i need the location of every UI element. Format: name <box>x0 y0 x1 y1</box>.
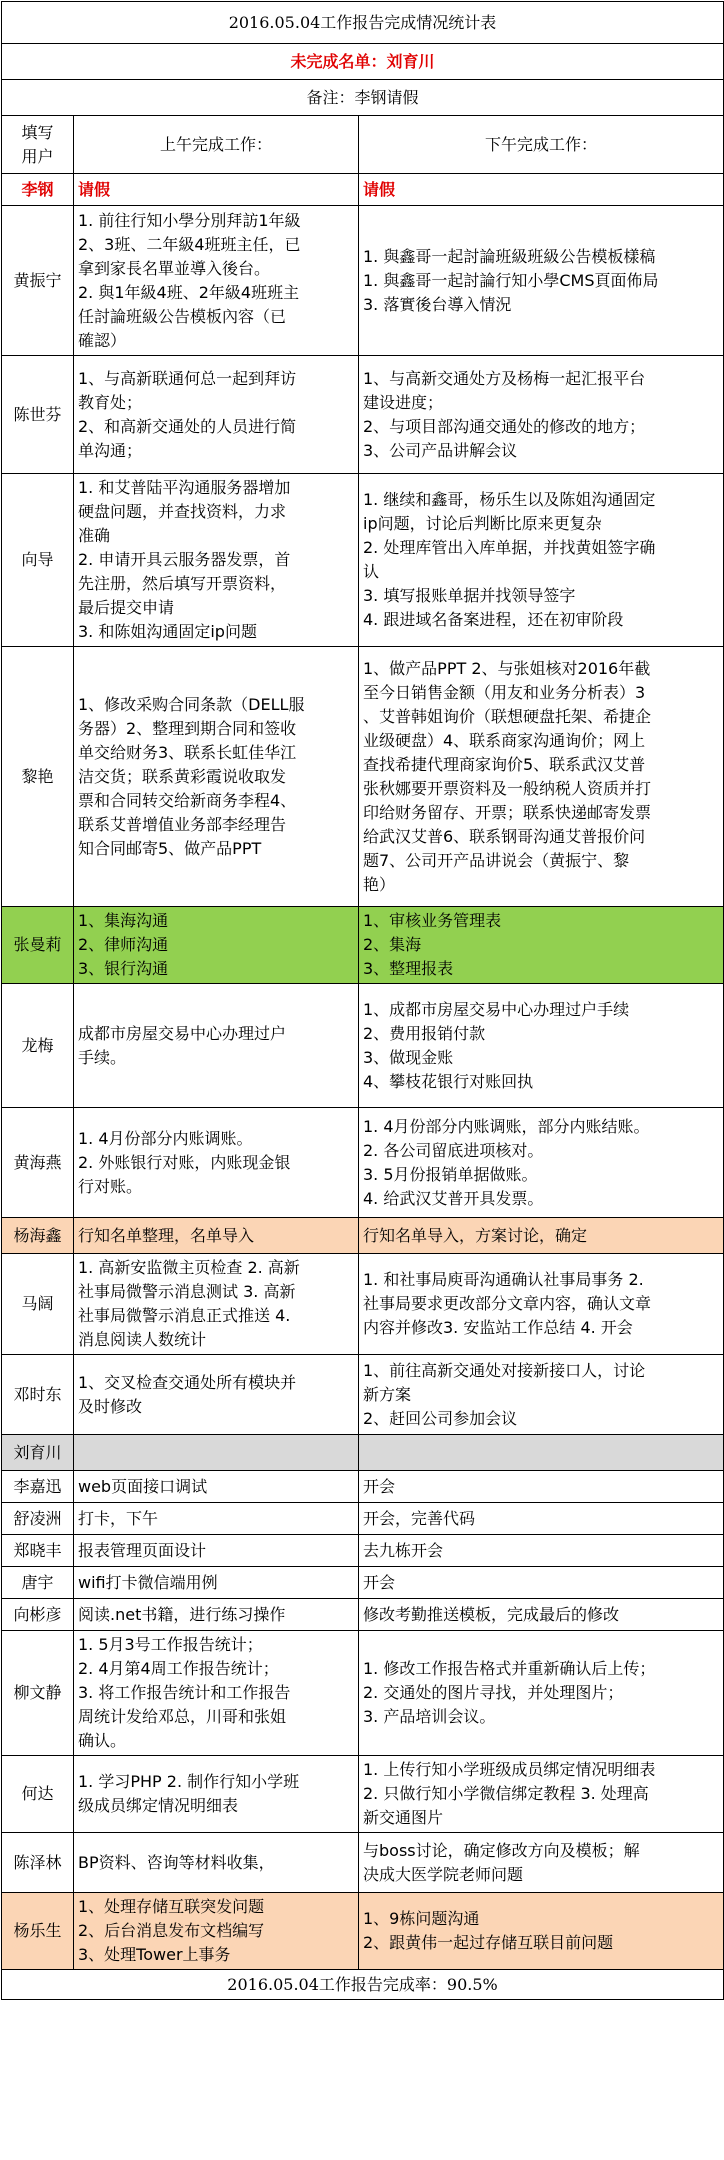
user-name: 李钢 <box>2 174 74 206</box>
work-line: 成都市房屋交易中心办理过户 <box>78 1023 287 1043</box>
work-line: 请假 <box>78 179 111 199</box>
work-line: 2、律师沟通 <box>78 935 169 954</box>
table-row <box>2 907 724 984</box>
afternoon-work <box>359 1435 724 1471</box>
table-row <box>2 1756 724 1833</box>
work-line: 查找希捷代理商家询价5、联系武汉艾普 <box>363 754 646 774</box>
user-name: 黄振宁 <box>2 206 74 356</box>
table-row <box>2 984 724 1108</box>
work-line: 4、攀枝花银行对账回执 <box>363 1071 534 1091</box>
work-line: 2、和高新交通处的人员进行简 <box>78 416 297 436</box>
work-line: 2. 处理库管出入库单据，并找黄姐签字确 <box>363 538 656 557</box>
work-line: 1、交叉检查交通处所有模块并 <box>78 1372 297 1392</box>
work-line: 先注册，然后填写开票资料， <box>78 574 287 593</box>
table-row <box>2 474 724 647</box>
afternoon-work <box>359 1108 724 1218</box>
work-line: 1、审核业务管理表 <box>363 911 502 930</box>
header-name <box>2 116 74 174</box>
work-line: 2. 與1年級4班、2年級4班班主 <box>78 282 300 302</box>
work-line: 1. 與鑫哥一起討論班級班級公告模板樣稿 <box>363 246 656 266</box>
morning-work <box>74 474 359 647</box>
work-line: 2. 只做行知小学微信绑定教程 3. 处理高 <box>363 1784 649 1803</box>
morning-work <box>74 356 359 474</box>
work-line: 认 <box>363 562 380 581</box>
morning-work <box>74 1503 359 1535</box>
work-line: 1. 学习PHP 2. 制作行知小学班 <box>78 1772 300 1791</box>
user-name: 向彬彦 <box>2 1599 74 1631</box>
work-line: 3. 填写报账单据并找领导签字 <box>363 586 576 605</box>
table-row <box>2 174 724 206</box>
table-row <box>2 356 724 474</box>
user-name: 何达 <box>2 1756 74 1833</box>
work-line: 1. 與鑫哥一起討論行知小學CMS頁面佈局 <box>363 270 659 290</box>
completion-rate: 2016.05.04工作报告完成率：90.5% <box>2 1970 724 2000</box>
work-line: wifi打卡微信端用例 <box>78 1572 218 1592</box>
table-row <box>2 647 724 907</box>
work-line: 3. 和陈姐沟通固定ip问题 <box>78 622 257 641</box>
afternoon-work <box>359 647 724 907</box>
work-line: 给武汉艾普6、联系钢哥沟通艾普报价问 <box>363 826 646 846</box>
user-name: 唐宇 <box>2 1567 74 1599</box>
morning-work <box>74 1833 359 1893</box>
table-row <box>2 1567 724 1599</box>
work-line: 行对账。 <box>78 1176 143 1196</box>
table-row <box>2 1503 724 1535</box>
work-line: 硬盘问题，并查找资料，力求 <box>78 502 287 521</box>
work-line: 打卡，下午 <box>78 1508 159 1528</box>
morning-work <box>74 1218 359 1254</box>
header-am: 上午完成工作： <box>74 116 359 174</box>
work-line: 题7、公司开产品讲说会（黄振宁、黎 <box>363 850 630 870</box>
work-line: 确认。 <box>78 1731 127 1750</box>
table-row <box>2 1599 724 1631</box>
work-line: 3. 5月份报销单据做账。 <box>363 1164 538 1184</box>
afternoon-work <box>359 907 724 984</box>
work-line: 3、处理Tower上事务 <box>78 1945 231 1964</box>
user-name: 向导 <box>2 474 74 647</box>
work-line: 新方案 <box>363 1384 412 1404</box>
work-line: 教育处； <box>78 392 143 412</box>
work-line: 1、集海沟通 <box>78 911 169 930</box>
work-line: 开会，完善代码 <box>363 1508 476 1528</box>
morning-work <box>74 1254 359 1355</box>
work-line: 2、集海 <box>363 935 422 954</box>
afternoon-work <box>359 1567 724 1599</box>
work-line: 3. 将工作报告统计和工作报告 <box>78 1683 291 1702</box>
work-line: 1、与高新交通处方及杨梅一起汇报平台 <box>363 368 646 388</box>
user-name: 李嘉迅 <box>2 1471 74 1503</box>
afternoon-work <box>359 1535 724 1567</box>
morning-work <box>74 1471 359 1503</box>
table-row <box>2 1631 724 1756</box>
work-line: 洁交货；联系黄彩霞说收取发 <box>78 766 287 786</box>
afternoon-work <box>359 1833 724 1893</box>
afternoon-work <box>359 1471 724 1503</box>
work-line: 1、做产品PPT 2、与张姐核对2016年截 <box>363 658 651 678</box>
work-line: 2、跟黄伟一起过存储互联目前问题 <box>363 1933 614 1952</box>
work-line: 及时修改 <box>78 1396 143 1416</box>
work-line: 社事局微警示消息正式推送 4. <box>78 1306 291 1325</box>
user-name: 郑晓丰 <box>2 1535 74 1567</box>
work-line: 1. 和艾普陆平沟通服务器增加 <box>78 478 291 497</box>
work-line: 3. 产品培训会议。 <box>363 1707 496 1726</box>
morning-work <box>74 907 359 984</box>
work-line: 2. 各公司留底进项核对。 <box>363 1140 544 1160</box>
work-line: 请假 <box>363 179 396 199</box>
work-line: 1、成都市房屋交易中心办理过户手续 <box>363 999 630 1019</box>
user-name: 邓时东 <box>2 1355 74 1435</box>
work-line: 行知名单整理，名单导入 <box>78 1225 255 1245</box>
work-line: 1、修改采购合同条款（DELL服 <box>78 694 305 714</box>
work-line: 消息阅读人数统计 <box>78 1330 207 1349</box>
work-line: 3. 落實後台導入情況 <box>363 294 512 314</box>
work-line: 1. 高新安监微主页检查 2. 高新 <box>78 1258 300 1277</box>
work-line: 、艾普韩姐询价（联想硬盘托架、希捷企 <box>363 706 652 726</box>
work-line: 2、与项目部沟通交通处的修改的地方； <box>363 416 646 436</box>
work-line: 任討論班級公告模板內容（已 <box>78 306 287 326</box>
work-line: 2. 外账银行对账，内账现金银 <box>78 1152 291 1172</box>
work-line: 联系艾普增值业务部李经理告 <box>78 814 287 834</box>
work-line: 1. 和社事局庾哥沟通确认社事局事务 2. <box>363 1270 644 1289</box>
work-line: 知合同邮寄5、做产品PPT <box>78 838 262 858</box>
work-line: 级成员绑定情况明细表 <box>78 1796 239 1815</box>
work-line: ip问题，讨论后判断比原来更复杂 <box>363 514 602 533</box>
work-line: 与boss讨论，确定修改方向及模板；解 <box>363 1840 640 1860</box>
morning-work <box>74 206 359 356</box>
morning-work <box>74 1599 359 1631</box>
table-row <box>2 1471 724 1503</box>
user-name: 马阔 <box>2 1254 74 1355</box>
afternoon-work <box>359 1893 724 1970</box>
afternoon-work <box>359 474 724 647</box>
user-name: 张曼莉 <box>2 907 74 984</box>
work-line: 1. 4月份部分内账调账，部分内账结账。 <box>363 1116 650 1136</box>
morning-work <box>74 1567 359 1599</box>
table-row <box>2 1833 724 1893</box>
afternoon-work <box>359 1218 724 1254</box>
work-line: 阅读.net书籍，进行练习操作 <box>78 1604 286 1624</box>
user-name: 柳文静 <box>2 1631 74 1756</box>
table-row <box>2 1218 724 1254</box>
work-line: 3、银行沟通 <box>78 959 169 978</box>
user-name: 黄海燕 <box>2 1108 74 1218</box>
work-line: 修改考勤推送模板，完成最后的修改 <box>363 1604 620 1624</box>
morning-work <box>74 1631 359 1756</box>
work-line: 建设进度； <box>363 392 444 412</box>
work-line: 单交给财务3、联系长虹佳华江 <box>78 742 297 762</box>
work-line: 2、费用报销付款 <box>363 1023 486 1043</box>
work-line: 社事局要求更改部分文章内容，确认文章 <box>363 1294 652 1313</box>
afternoon-work <box>359 1631 724 1756</box>
afternoon-work <box>359 1756 724 1833</box>
morning-work <box>74 1893 359 1970</box>
work-line: web页面接口调试 <box>78 1476 208 1496</box>
header-row <box>2 116 724 174</box>
work-line: 最后提交申请 <box>78 598 175 617</box>
work-line: 新交通图片 <box>363 1808 444 1827</box>
morning-work <box>74 1108 359 1218</box>
work-line: 1、处理存储互联突发问题 <box>78 1897 265 1916</box>
afternoon-work <box>359 174 724 206</box>
work-line: 张秋娜要开票资料及一般纳税人资质并打 <box>363 778 652 798</box>
header-name-line2: 用户 <box>21 146 54 166</box>
user-name: 刘育川 <box>2 1435 74 1471</box>
user-name: 龙梅 <box>2 984 74 1108</box>
work-line: 单沟通； <box>78 440 143 460</box>
table-row <box>2 206 724 356</box>
table-row <box>2 1254 724 1355</box>
table-row <box>2 1108 724 1218</box>
work-line: 业级硬盘）4、联系商家沟通询价；网上 <box>363 730 646 750</box>
work-line: 开会 <box>363 1476 396 1496</box>
work-line: 1. 继续和鑫哥，杨乐生以及陈姐沟通固定 <box>363 490 656 509</box>
work-line: 1、与高新联通何总一起到拜访 <box>78 368 297 388</box>
work-line: 1、前往高新交通处对接新接口人，讨论 <box>363 1360 646 1380</box>
work-line: 1. 5月3号工作报告统计； <box>78 1635 263 1654</box>
work-line: 確認） <box>78 330 127 350</box>
morning-work <box>74 174 359 206</box>
table-row <box>2 1355 724 1435</box>
work-line: 3、整理报表 <box>363 959 454 978</box>
afternoon-work <box>359 1254 724 1355</box>
work-line: 2、赶回公司参加会议 <box>363 1408 518 1428</box>
afternoon-work <box>359 1599 724 1631</box>
user-name: 杨海鑫 <box>2 1218 74 1254</box>
work-line: 拿到家長名單並導入後台。 <box>78 258 271 278</box>
work-line: 艳） <box>363 874 396 894</box>
work-line: 1. 修改工作报告格式并重新确认后上传； <box>363 1659 656 1678</box>
afternoon-work <box>359 206 724 356</box>
work-line: 去九栋开会 <box>363 1540 444 1560</box>
morning-work <box>74 1355 359 1435</box>
report-title: 2016.05.04工作报告完成情况统计表 <box>2 2 724 44</box>
user-name: 陈泽林 <box>2 1833 74 1893</box>
work-line: 2. 4月第4周工作报告统计； <box>78 1659 279 1678</box>
work-line: 1、9栋问题沟通 <box>363 1909 480 1928</box>
work-line: 1. 4月份部分内账调账。 <box>78 1128 253 1148</box>
table-row <box>2 1435 724 1471</box>
header-pm: 下午完成工作： <box>359 116 724 174</box>
work-line: 3、做现金账 <box>363 1047 454 1067</box>
user-name: 舒凌洲 <box>2 1503 74 1535</box>
morning-work <box>74 647 359 907</box>
work-line: 行知名单导入，方案讨论，确定 <box>363 1225 588 1245</box>
work-line: 手续。 <box>78 1047 127 1067</box>
morning-work <box>74 1756 359 1833</box>
work-line: 2. 交通处的图片寻找，并处理图片； <box>363 1683 624 1702</box>
work-line: 1. 上传行知小学班级成员绑定情况明细表 <box>363 1760 656 1779</box>
work-line: 4. 给武汉艾普开具发票。 <box>363 1188 544 1208</box>
header-name-line1: 填写 <box>21 122 54 142</box>
work-line: 务器）2、整理到期合同和签收 <box>78 718 297 738</box>
work-line: 1. 前往行知小學分別拜訪1年級 <box>78 210 301 230</box>
afternoon-work <box>359 1355 724 1435</box>
unfinished-list: 未完成名单：刘育川 <box>2 44 724 80</box>
user-name: 杨乐生 <box>2 1893 74 1970</box>
work-line: 至今日销售金额（用友和业务分析表）3 <box>363 682 646 702</box>
work-line: 3、公司产品讲解会议 <box>363 440 518 460</box>
morning-work <box>74 1435 359 1471</box>
work-line: 2. 申请开具云服务器发票，首 <box>78 550 291 569</box>
user-name: 陈世芬 <box>2 356 74 474</box>
morning-work <box>74 984 359 1108</box>
work-line: 报表管理页面设计 <box>78 1540 207 1560</box>
afternoon-work <box>359 356 724 474</box>
table-row <box>2 1535 724 1567</box>
afternoon-work <box>359 984 724 1108</box>
work-line: 票和合同转交给新商务李程4、 <box>78 790 297 810</box>
work-line: 4. 跟进域名备案进程，还在初审阶段 <box>363 610 624 629</box>
table-row <box>2 1893 724 1970</box>
work-line: 决成大医学院老师问题 <box>363 1864 524 1884</box>
morning-work <box>74 1535 359 1567</box>
work-line: 社事局微警示消息测试 3. 高新 <box>78 1282 296 1301</box>
user-name: 黎艳 <box>2 647 74 907</box>
work-line: 印给财务留存、开票；联系快递邮寄发票 <box>363 802 652 822</box>
work-line: BP资料、咨询等材料收集， <box>78 1852 275 1872</box>
work-line: 准确 <box>78 526 111 545</box>
report-table <box>1 1 724 2000</box>
work-line: 2、3班、二年級4班班主任，已 <box>78 234 301 254</box>
work-line: 内容并修改3. 安监站工作总结 4. 开会 <box>363 1318 633 1337</box>
afternoon-work <box>359 1503 724 1535</box>
work-line: 2、后台消息发布文档编写 <box>78 1921 265 1940</box>
note: 备注：李钢请假 <box>2 80 724 116</box>
work-line: 开会 <box>363 1572 396 1592</box>
work-line: 周统计发给邓总，川哥和张姐 <box>78 1707 287 1726</box>
